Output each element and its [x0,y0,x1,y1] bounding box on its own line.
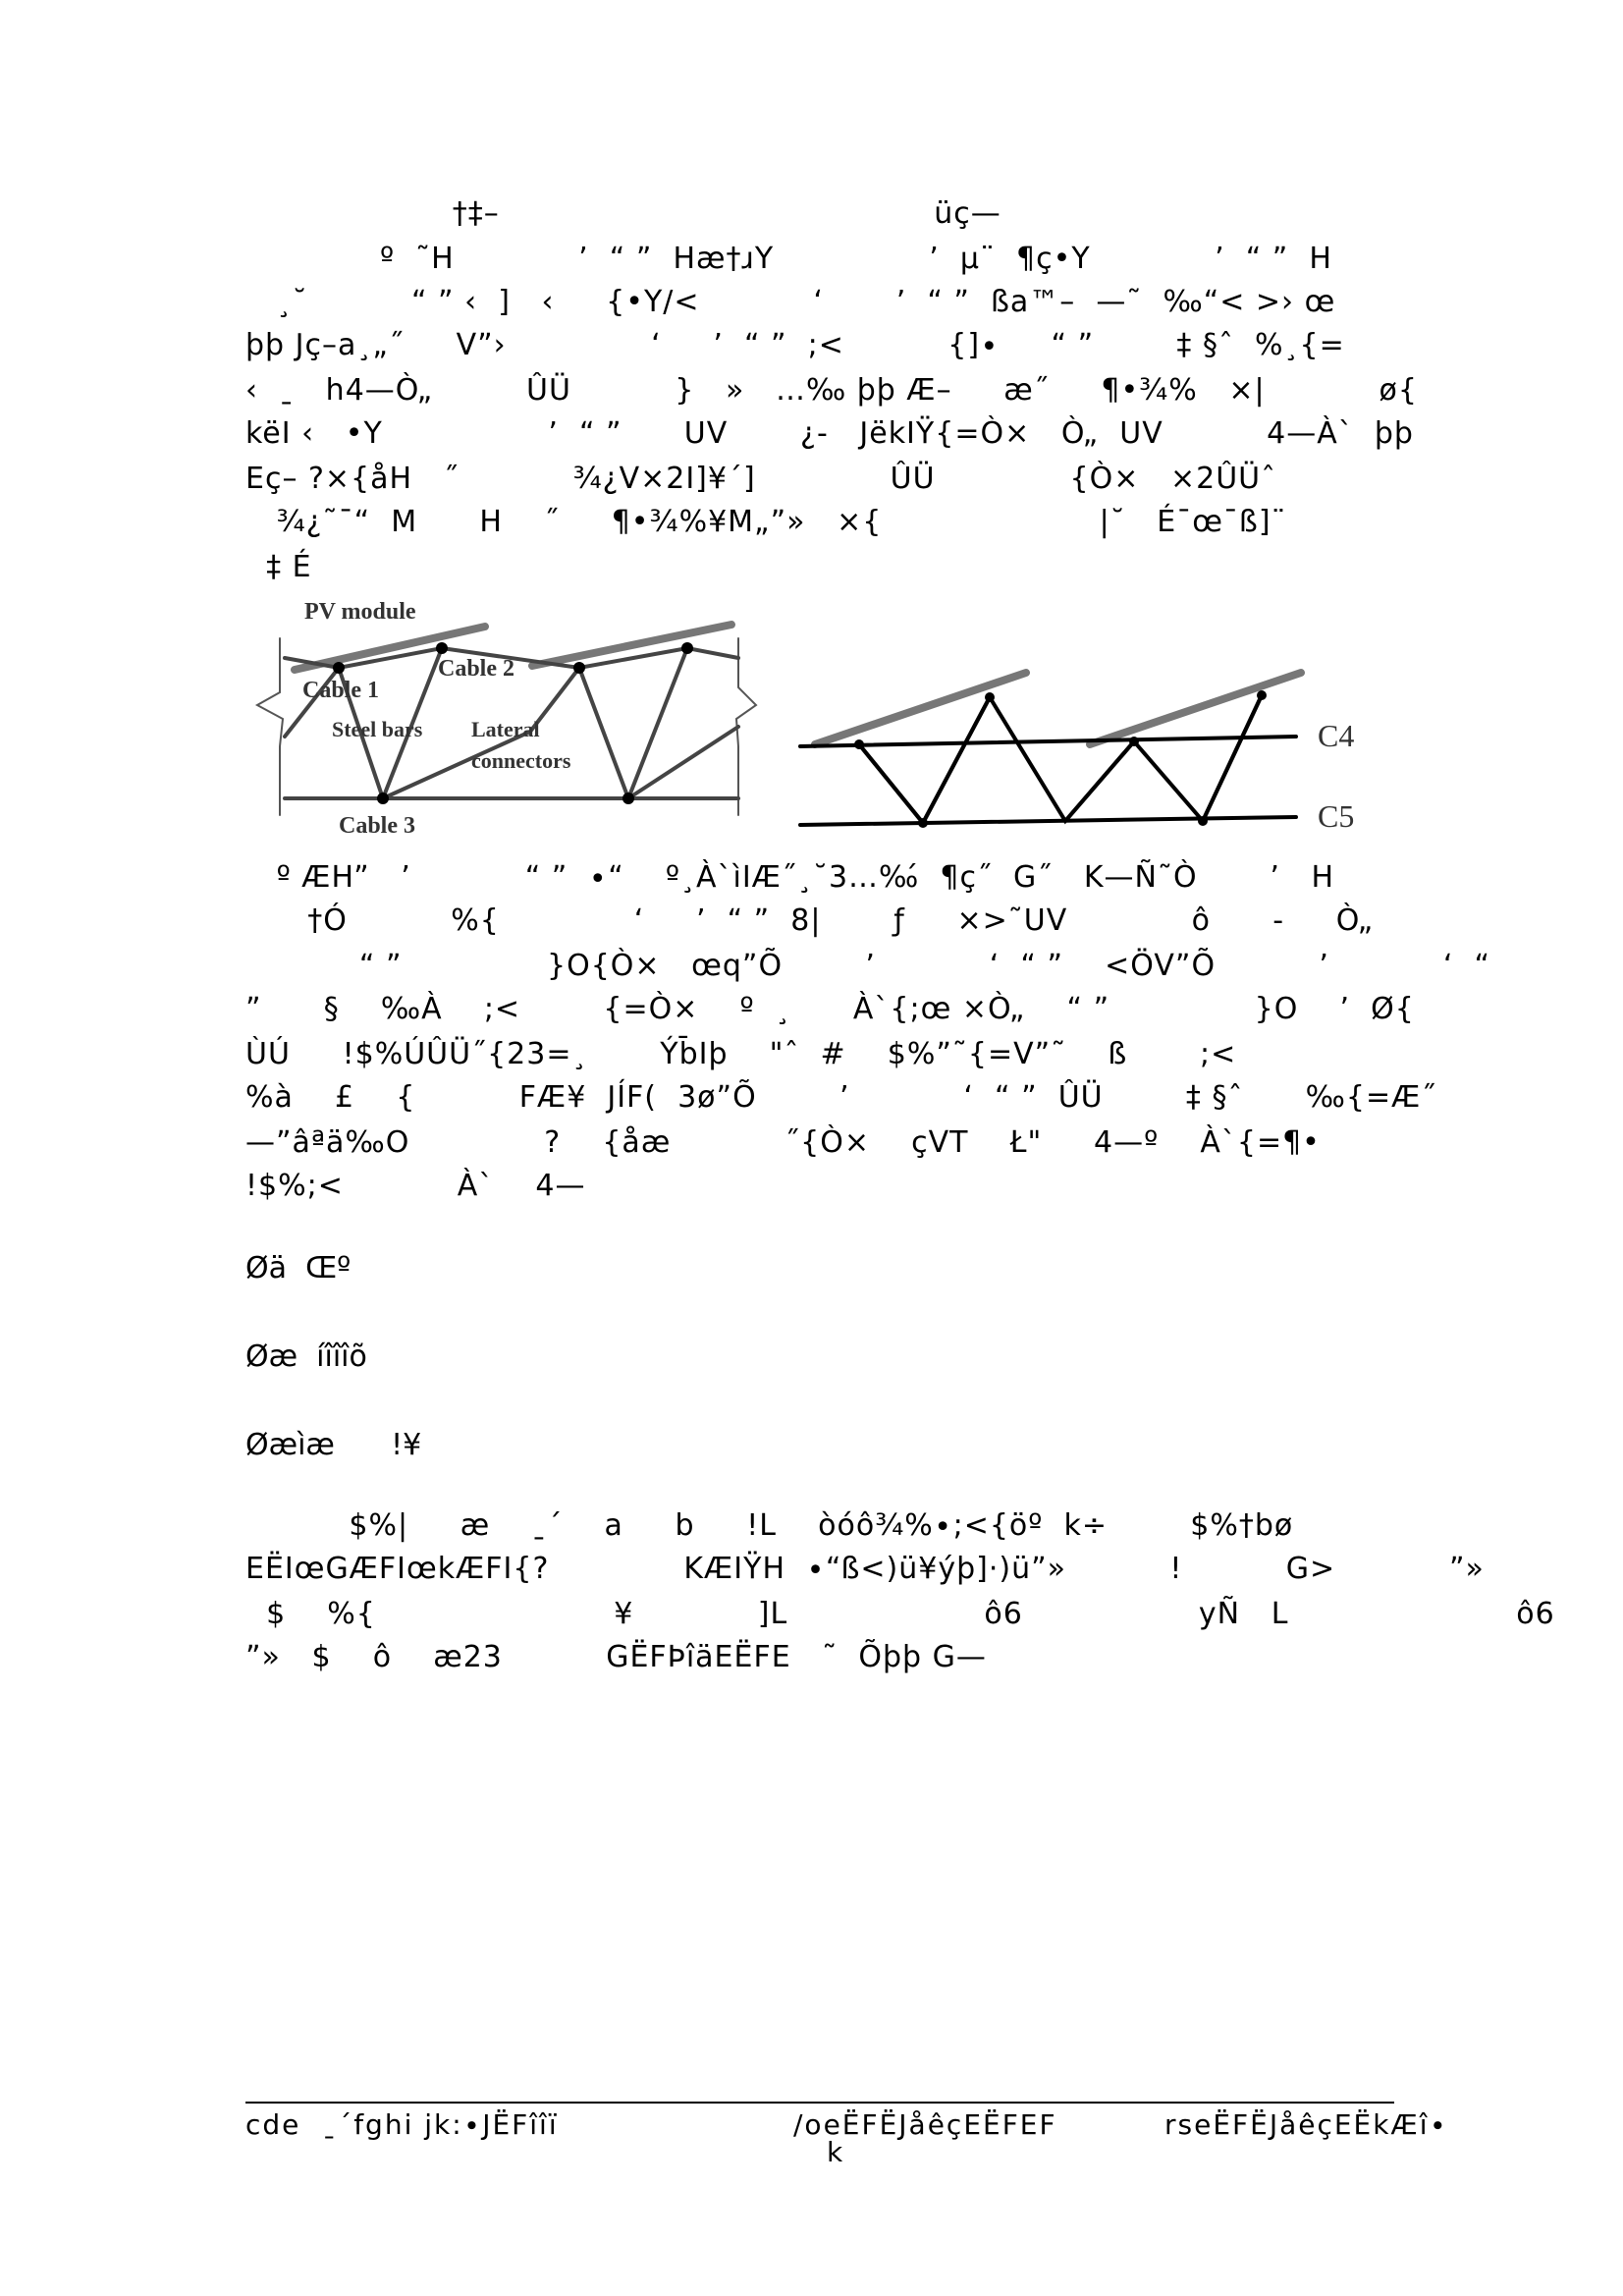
text-line: ÙÚ !$%ÚÛÜ˝{23=¸ Ýb̄Iþ "ˆ # $%”˜{=V”˜ ß ;< [245,1037,1237,1071]
text-line: $ %{ ¥ ]L ô6 yÑ L ô6 [245,1597,1555,1631]
steel-bar [859,744,923,823]
node-dot [436,642,448,654]
text-line: $%| æ ˍ´ a b !L òóô¾%∙;<{öº k÷ $%†bø [245,1508,1294,1543]
steel-bar [579,648,687,798]
label-c5: C5 [1318,798,1355,834]
figure-cable-structure [245,589,1384,845]
text-line: ‡ É [245,550,312,584]
footer-rule [245,2102,1394,2104]
text-line: këI ‹ •Y ’ “ ” UV ¿‐ JëkIŸ{=Ò× Ò„ UV 4—Àˋ þþ [245,416,1414,451]
lateral-connector [628,727,738,798]
node-dot [333,662,345,674]
node-dot [681,642,693,654]
text-line: ¸˘ “ ” ‹ ] ‹ {•Y/< ‘ ’ “ ” ßa™– —˜ ‰“< >› œ [245,285,1336,319]
footer-center: /oeËFËJåêçEËFEF [793,2108,1057,2141]
footer-center-page: k [827,2136,845,2168]
text-line: “ ” }O{Ò× œq”Õ ’ ‘ “ ” <ÖV”Õ ’ ‘ “ [245,949,1490,983]
cable-c5-line [800,817,1296,825]
text-line: †‡– üç— [245,196,1001,231]
steel-bar [1065,741,1134,821]
steel-bar [1203,695,1262,821]
text-line: —”âªä‰O ? {åæ ˝{Ò× çVT Ł" 4—º Àˋ{=¶• [245,1125,1321,1160]
node-dot [1129,737,1139,746]
text-line: Eç– ?×{åH ˝ ¾¿V×2Ⅰ]¥´] ÛÜ {Ò× ×2ÛÜˆ [245,462,1277,496]
text-line: !$%;< Àˋ 4— [245,1169,586,1203]
label-c4: C4 [1318,718,1355,753]
figure-right-panel [800,673,1354,834]
steel-bar [923,697,990,823]
text-line: ¾¿˜¯“ M H ˝ ¶•¾%¥M„”» ×{ |˘ É¯œ¯ß]¨ [245,505,1287,539]
text-line: ”» $ ô æ23 GËFÞîäEËFE ˜ Õþþ G— [245,1640,987,1674]
figure-left-panel [257,599,756,839]
node-dot [854,739,864,749]
footer-left: cde ˍ´fghi jk:∙JËFîîï [245,2108,559,2141]
text-line: †Ó %{ ‘ ’ “ ” 8| ƒ ×>˜UV ô ‐ Ò„ [245,903,1375,938]
cable-c4-line [800,737,1296,746]
break-line-left [257,638,283,815]
node-dot [573,662,585,674]
section-heading: Øä Œº [245,1251,352,1285]
label-pv-module: PV module [304,599,416,625]
text-line: ” § ‰À ;< {=Ò× º ¸ Àˋ{;œ ×Ò„ “ ” }O ’ Ø{ [245,992,1415,1026]
label-cable-3: Cable 3 [339,813,415,839]
label-lateral: Lateral [471,717,540,741]
node-dot [1198,816,1208,826]
label-cable-2: Cable 2 [438,656,514,682]
label-connectors: connectors [471,748,571,773]
text-line: º ÆH” ’ “ ” ∙“ º¸ÀˋìIÆ˝¸˘3…‰́ ¶ç˝ G˝ K—Ñ˜Ò ’ H [245,860,1335,895]
node-dot [377,793,389,804]
node-dot [985,692,995,702]
pv-module-bar [1090,673,1301,744]
truss-zigzag [859,695,1262,823]
node-dot [918,818,928,828]
label-cable-1: Cable 1 [302,678,379,703]
footer-right: rseËFËJåêçEËkÆî∙ [1164,2108,1449,2141]
node-dot [1257,690,1267,700]
section-heading: Øæìæ !¥ [245,1428,422,1462]
node-dot [622,793,634,804]
section-heading: Øæ íîîîõ [245,1339,367,1374]
text-line: þþ Jç–a¸„˝ V”› ‘ ’ “ ” ;< {]∙ “ ” ‡ §ˆ %¸{= [245,328,1345,362]
text-line: %à £ { FÆ¥ JÍF( 3ø”Õ ’ ‘ “ ” ÛÜ ‡ §ˆ ‰{=Æ˝ [245,1080,1437,1115]
text-line: EËIœGÆFIœkÆFI{? KÆIŸH ∙“ß<)ü¥ýþ]·)ü”» ! G> ”» [245,1552,1485,1586]
label-steel-bars: Steel bars [332,717,423,741]
text-line: ‹ ˍ h4—Ò„ ÛÜ } » …‰ þþ Æ– æ˝ ¶•¾% ×| ø{ [245,373,1418,408]
text-line: º ˜H ’ “ ” Hæ†ɹY ’ µ¨ ¶ç•Y ’ “ ” H [245,242,1332,276]
